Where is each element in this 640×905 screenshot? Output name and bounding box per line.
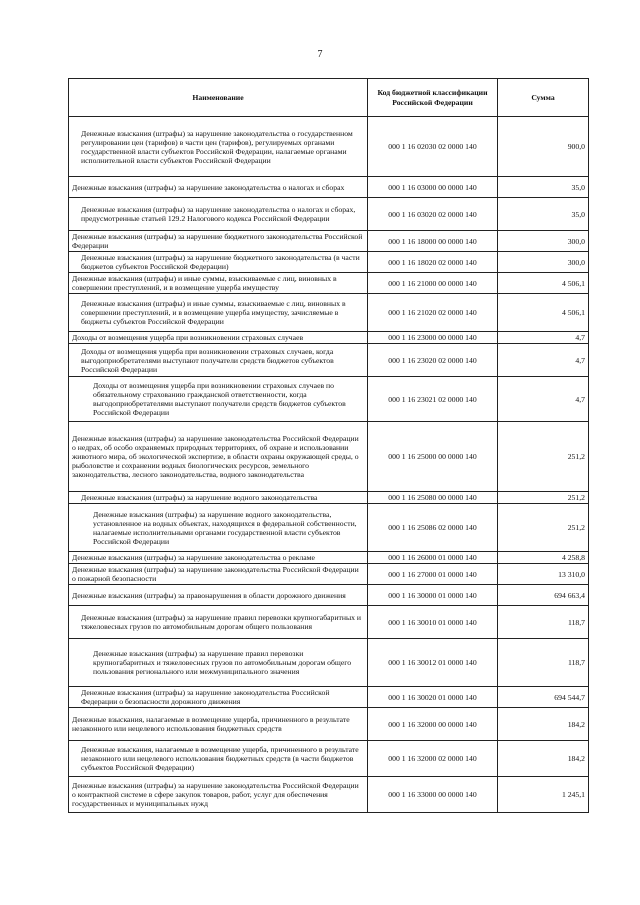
table-row	[69, 252, 589, 273]
row-code-cell: 000 1 16 30000 01 0000 140	[368, 585, 498, 606]
row-name-cell: Денежные взыскания (штрафы) за нарушение водного законодательства	[69, 492, 368, 504]
table-row	[69, 564, 589, 585]
row-code-cell: 000 1 16 32000 00 0000 140	[368, 708, 498, 741]
row-code-cell: 000 1 16 21000 00 0000 140	[368, 273, 498, 294]
table-row	[69, 422, 589, 492]
row-sum-cell: 118,7	[498, 639, 589, 687]
table-row	[69, 552, 589, 564]
row-code-cell: 000 1 16 23021 02 0000 140	[368, 377, 498, 422]
table-body	[69, 117, 589, 813]
row-code-cell: 000 1 16 26000 01 0000 140	[368, 552, 498, 564]
row-sum-cell: 1 245,1	[498, 777, 589, 813]
row-sum-cell: 694 544,7	[498, 687, 589, 708]
row-code-cell: 000 1 16 25080 00 0000 140	[368, 492, 498, 504]
row-sum-cell: 251,2	[498, 504, 589, 552]
row-name-cell: Денежные взыскания (штрафы) за нарушение законодательства о рекламе	[69, 552, 368, 564]
row-name-cell: Доходы от возмещения ущерба при возникновении страховых случаев по обязательному страхованию гражданской ответственности, когда выгодоприобретателями выступают получатели средств бюджетов субъектов Российской Федерации	[69, 377, 368, 422]
table-row	[69, 492, 589, 504]
row-code-cell: 000 1 16 03000 00 0000 140	[368, 177, 498, 198]
page-number: 7	[317, 49, 323, 60]
row-name-cell: Денежные взыскания (штрафы) за нарушение законодательства Российской Федерации о контрактной системе в сфере закупок товаров, работ, услуг для обеспечения государственных и муниципальных нужд	[69, 777, 368, 813]
table-row	[69, 198, 589, 231]
table-row	[69, 344, 589, 377]
row-sum-cell: 118,7	[498, 606, 589, 639]
row-sum-cell: 13 310,0	[498, 564, 589, 585]
row-code-cell: 000 1 16 30012 01 0000 140	[368, 639, 498, 687]
row-sum-cell: 4 258,8	[498, 552, 589, 564]
table-row	[69, 273, 589, 294]
table-row	[69, 377, 589, 422]
row-name-cell: Денежные взыскания (штрафы) за нарушение законодательства о налогах и сборах, предусмотренные статьей 129.2 Налогового кодекса Российской Федерации	[69, 198, 368, 231]
row-code-cell: 000 1 16 33000 00 0000 140	[368, 777, 498, 813]
table-row	[69, 332, 589, 344]
row-name-cell: Денежные взыскания (штрафы) за правонарушения в области дорожного движения	[69, 585, 368, 606]
row-code-cell: 000 1 16 23000 00 0000 140	[368, 332, 498, 344]
row-name-cell: Денежные взыскания (штрафы) за нарушение законодательства Российской Федерации о пожарной безопасности	[69, 564, 368, 585]
row-name-cell: Денежные взыскания, налагаемые в возмещение ущерба, причиненного в результате незаконного или нецелевого использования бюджетных средств (в части бюджетов субъектов Российской Федерации)	[69, 741, 368, 777]
table-row	[69, 177, 589, 198]
table-header-row	[69, 79, 589, 117]
row-code-cell: 000 1 16 18020 02 0000 140	[368, 252, 498, 273]
table-row	[69, 777, 589, 813]
row-name-cell: Денежные взыскания, налагаемые в возмещение ущерба, причиненного в результате незаконного или нецелевого использования бюджетных средств	[69, 708, 368, 741]
row-sum-cell: 4,7	[498, 377, 589, 422]
table-row	[69, 687, 589, 708]
row-name-cell: Денежные взыскания (штрафы) за нарушение законодательства о налогах и сборах	[69, 177, 368, 198]
row-code-cell: 000 1 16 03020 02 0000 140	[368, 198, 498, 231]
row-code-cell: 000 1 16 02030 02 0000 140	[368, 117, 498, 177]
row-sum-cell: 300,0	[498, 231, 589, 252]
row-code-cell: 000 1 16 27000 01 0000 140	[368, 564, 498, 585]
row-sum-cell: 35,0	[498, 198, 589, 231]
row-sum-cell: 4,7	[498, 344, 589, 377]
row-name-cell: Доходы от возмещения ущерба при возникновении страховых случаев	[69, 332, 368, 344]
row-code-cell: 000 1 16 21020 02 0000 140	[368, 294, 498, 332]
row-name-cell: Денежные взыскания (штрафы) за нарушение правил перевозки крупногабаритных и тяжеловесных грузов по автомобильным дорогам общего пользования	[69, 606, 368, 639]
row-sum-cell: 300,0	[498, 252, 589, 273]
row-sum-cell: 251,2	[498, 422, 589, 492]
row-sum-cell: 184,2	[498, 741, 589, 777]
row-name-cell: Денежные взыскания (штрафы) за нарушение законодательства о государственном регулировании цен (тарифов) в части цен (тарифов), регулируемых органами государственной власти субъектов Российской Федерации, налагаемые органами исполнительной власти субъектов Российской Федерации	[69, 117, 368, 177]
header-code: Код бюджетной классификации Российской Федерации	[368, 79, 498, 117]
row-name-cell: Денежные взыскания (штрафы) за нарушение законодательства Российской Федерации о безопасности дорожного движения	[69, 687, 368, 708]
row-code-cell: 000 1 16 25000 00 0000 140	[368, 422, 498, 492]
table-row	[69, 639, 589, 687]
row-name-cell: Денежные взыскания (штрафы) за нарушение бюджетного законодательства Российской Федерации	[69, 231, 368, 252]
row-code-cell: 000 1 16 18000 00 0000 140	[368, 231, 498, 252]
row-name-cell: Денежные взыскания (штрафы) и иные суммы, взыскиваемые с лиц, виновных в совершении преступлений, и в возмещение ущерба имуществу	[69, 273, 368, 294]
table-row	[69, 294, 589, 332]
row-code-cell: 000 1 16 30020 01 0000 140	[368, 687, 498, 708]
row-code-cell: 000 1 16 23020 02 0000 140	[368, 344, 498, 377]
row-code-cell: 000 1 16 25086 02 0000 140	[368, 504, 498, 552]
row-code-cell: 000 1 16 30010 01 0000 140	[368, 606, 498, 639]
row-name-cell: Денежные взыскания (штрафы) за нарушение бюджетного законодательства (в части бюджетов субъектов Российской Федерации)	[69, 252, 368, 273]
row-sum-cell: 900,0	[498, 117, 589, 177]
table-row	[69, 231, 589, 252]
row-sum-cell: 4,7	[498, 332, 589, 344]
row-name-cell: Денежные взыскания (штрафы) за нарушение водного законодательства, установленное на водных объектах, находящихся в федеральной собственности, налагаемые исполнительными органами государственной власти субъектов Российской Федерации	[69, 504, 368, 552]
table-row	[69, 585, 589, 606]
table-row	[69, 117, 589, 177]
row-sum-cell: 184,2	[498, 708, 589, 741]
table-row	[69, 708, 589, 741]
table-row	[69, 606, 589, 639]
row-sum-cell: 694 663,4	[498, 585, 589, 606]
row-name-cell: Денежные взыскания (штрафы) за нарушение законодательства Российской Федерации о недрах, об особо охраняемых природных территориях, об охране и использовании животного мира, об экологической экспертизе, в области охраны окружающей среды, о рыболовстве и сохранении водных биологических ресурсов, земельного законодательства, лесного законодательства, водного законодательства	[69, 422, 368, 492]
row-sum-cell: 4 506,1	[498, 273, 589, 294]
header-name: Наименование	[69, 79, 368, 117]
row-sum-cell: 251,2	[498, 492, 589, 504]
row-name-cell: Денежные взыскания (штрафы) и иные суммы, взыскиваемые с лиц, виновных в совершении преступлений, и в возмещение ущерба имуществу, зачисляемые в бюджеты субъектов Российской Федерации	[69, 294, 368, 332]
header-sum: Сумма	[498, 79, 589, 117]
row-sum-cell: 35,0	[498, 177, 589, 198]
row-code-cell: 000 1 16 32000 02 0000 140	[368, 741, 498, 777]
row-name-cell: Денежные взыскания (штрафы) за нарушение правил перевозки крупногабаритных и тяжеловесных грузов по автомобильным дорогам общего пользования регионального или межмуниципального значения	[69, 639, 368, 687]
budget-revenue-table	[68, 78, 589, 813]
table-row	[69, 741, 589, 777]
row-sum-cell: 4 506,1	[498, 294, 589, 332]
table-row	[69, 504, 589, 552]
row-name-cell: Доходы от возмещения ущерба при возникновении страховых случаев, когда выгодоприобретателями выступают получатели средств бюджетов субъектов Российской Федерации	[69, 344, 368, 377]
